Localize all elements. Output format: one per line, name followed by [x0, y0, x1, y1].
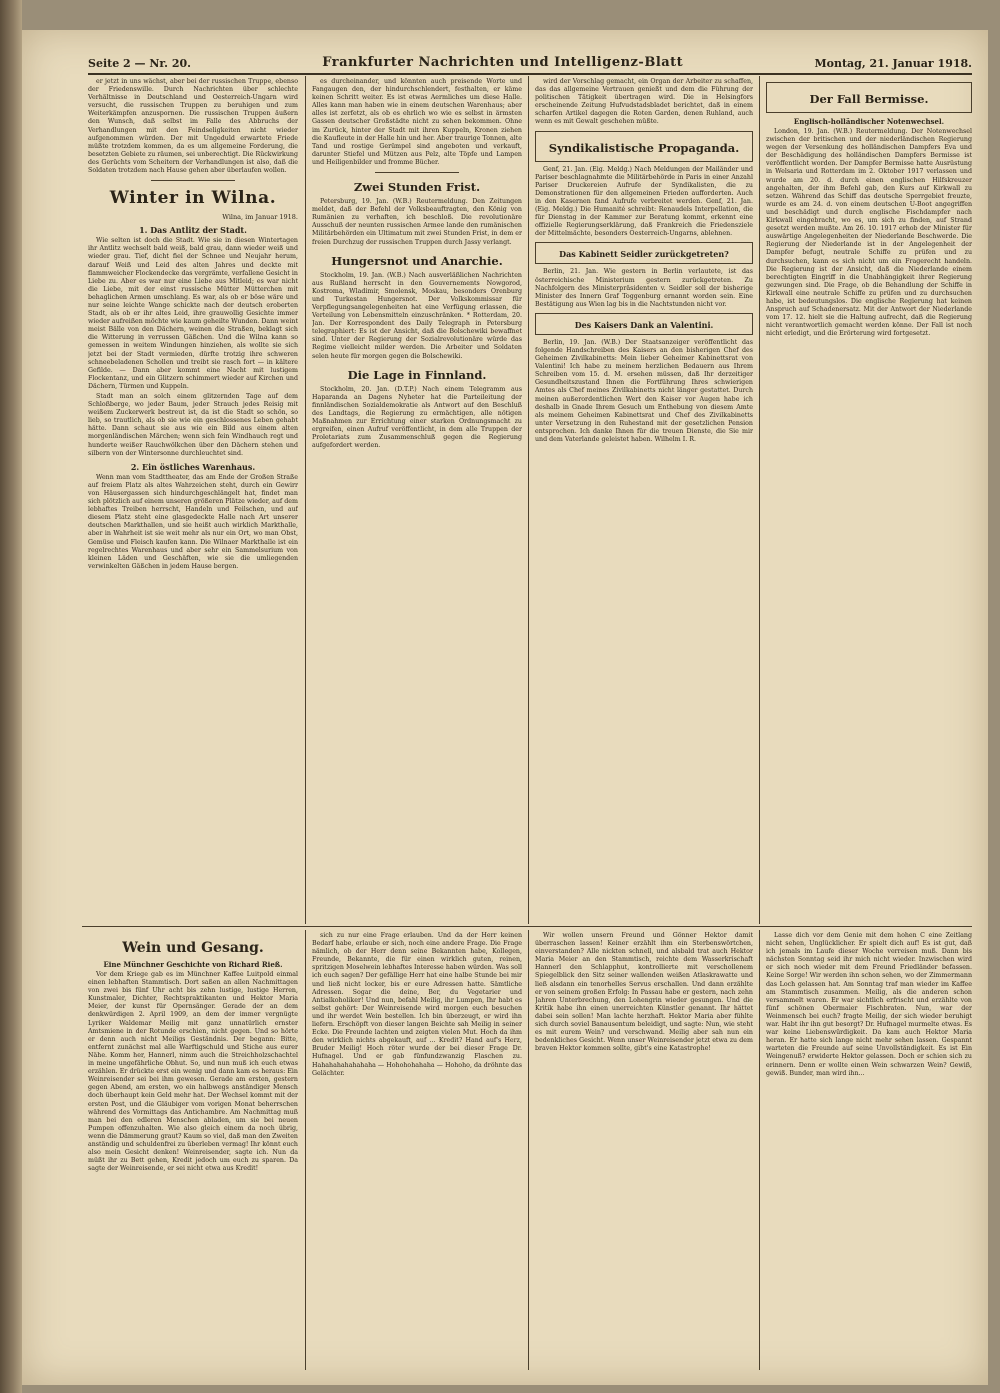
page-header — [88, 48, 972, 75]
column-rule — [759, 76, 760, 924]
issue-date: Montag, 21. Januar 1918. — [814, 57, 972, 70]
feuilleton-column-4 — [766, 932, 972, 1372]
feuilleton-paragraph: sich zu nur eine Frage erlauben. Und da der Herr keinen Bedarf habe, erlaube er sich, noch eine andere Frage. Die Frage nämlich, ob der Herr denn seine Bekannten habe, Kollegen, Freunde, Bekannte, die für einen wirklich guten, reinen, spritzigen Moselwein lebhaftes Interesse haben würden. Was soll ich euch sagen? Der gefällige Herr hat eine halbe Stunde bei mir und ließ nicht locker, bis er eure Adressen hatte. Sämtliche Adressen. Sogar die deine, Ber, du Vegetarier und Antialkoholiker! Und nun, befahl Meilig, ihr Lumpen, Ihr habt es selbst gehört: Der Weinreisende wird morgen euch besuchen und ihr werdet Wein bestellen. Ich bin überzeugt, er wird ihn liefern. Erschöpft von dieser langen Beichte sah Meilig in seiner Ecke. Die Freunde lachten und zeigten vielen Mut. Hoch da ihm den wirklich nichts abgekauft, auf ... Kredit? Hand auf's Herz, Bruder Meilig! Hoch röter wurde der bei dieser Frage Dr. Hufnagel. Und er gab fünfundzwanzig Flaschen zu. Hahahahahahahaha — Hohohohahaha — Hohoho, da dröhnte das Gelächter. — [312, 932, 522, 1077]
feuilleton-column-1 — [88, 932, 298, 1372]
article-paragraph: Berlin, 19. Jan. (W.B.) Der Staatsanzeiger veröffentlicht das folgende Handschreiben des Kaisers an den bisherigen Chef des Geheimen Zivilkabinetts: Mein lieber Geheimer Kabinettsrat von Valentini! Ich habe zu meinem herzlichen Bedauern aus Ihrem Schreiben vom 15. d. M. ersehen müssen, daß Ihr derzeitiger Gesundheitszustand Ihnen die Fortführung Ihres schwierigen Amtes als Chef meines Zivilkabinetts nicht länger gestattet. Durch meinen außerordentlichen Wert den Kaiser vor Augen habe ich deshalb in Gnade Ihrem Gesuch um Enthebung von diesem Amte als meinem Geheimen Kabinettsrat und Chef des Zivilkabinetts unter Versetzung in den Ruhestand mit der gesetzlichen Pension entsprochen. Ich danke Ihnen für die treuen Dienste, die Sie mir und dem Vaterlande geleistet haben. Wilhelm I. R. — [535, 338, 753, 443]
section-heading: 1. Das Antlitz der Stadt. — [139, 225, 247, 236]
article-title-hungersnot: Hungersnot und Anarchie. — [331, 253, 503, 268]
column-rule — [305, 930, 306, 1370]
article-paragraph: Wenn man vom Stadttheater, das am Ende der Großen Straße auf freiem Platz als altes Wahrzeichen steht, durch ein Gewirr von Häusergassen sich hindurchgeschlängelt hat, findet man sich plötzlich auf einem unseren größeren Plätze wieder, auf dem lebhaftes Treiben herrscht, Handeln und Feilschen, und auf diesem Platz steht eine glasgedeckte Halle nach Art unserer deutschen Markthallen, und sie heißt auch wirklich Markthalle, aber in Wahrheit ist sie weit mehr als nur ein Ort, wo man Obst, Gemüse und Fleisch kaufen kann. Die Wilnaer Markthalle ist ein regelrechtes Warenhaus und aber sehr ein Sammelsurium von kleinen Läden und Geschäften, wie sie die umliegenden verwinkelten Gäßchen in jedem Hause bergen. — [88, 473, 298, 570]
column-rule — [305, 76, 306, 924]
article-subtitle: Englisch-holländischer Notenwechsel. — [793, 117, 945, 126]
column-3 — [535, 78, 753, 922]
column-rule — [759, 930, 760, 1370]
article-title-finnland: Die Lage in Finnland. — [347, 367, 487, 382]
article-title-kabinett-seidler: Das Kabinett Seidler zurückgetreten? — [559, 249, 729, 260]
article-paragraph: Stadt man an solch einem glitzernden Tage auf dem Schloßberge, wo jeder Baum, jeder Strauch jedes Reisig mit weißem Zuckerwerk bestreut ist, da ist die Stadt so schön, so lieb, so trautlich, als ob sie wie ein geschlossenes Leben gehabt hätte. Dann schaut sie aus wie ein Bild aus einem alten morgenländischen Märchen; wenn sich fein Windhauch regt und hunderte weißer Rauchwölkchen über den Dächern stehen und silbern von der Wintersonne durchleuchtet sind. — [88, 393, 298, 457]
feuilleton-column-3 — [535, 932, 753, 1372]
article-title-zwei-stunden-frist: Zwei Stunden Frist. — [353, 180, 481, 195]
article-paragraph: wird der Vorschlag gemacht, ein Organ der Arbeiter zu schaffen, das das allgemeine Vertrauen genießt und dem die Führung der politischen Tätigkeit übertragen wird. Die in Helsingfors erscheinende Zeitung Hufvudstadsbladet berichtet, daß in einem scharfen Artikel dagegen die Roten Garden, denen Ruhland, auch wenn es mit Gewalt geschehen müßte. — [535, 78, 753, 126]
column-4 — [766, 78, 972, 922]
feuilleton-paragraph: Wir wollen unsern Freund und Gönner Hektor damit überraschen lassen! Keiner erzählt ihm ein Sterbenswörtchen, einverstanden? Alle nickten schnell, und alsbald trat auch Hektor Maria Meier an den Stammtisch, reichte dem Wasserkrischaft Hannerl den Schlapphut, kontrollierte mit verschollenem Spiegelblick den Sitz seiner wallenden weißen Atlaskrawatte und ließ alsdann ein tenorhelles Servus erschallen. Und dann erzählte er von seinem großen Erfolg: In Passau habe er gestern, nach zehn Jahren Unterbrechung, den Lohengrin wieder gesungen. Und die Kritik habe ihn einen unerreichten Künstler genannt. Ihr hättet dabei sein sollen! Man lachte herzhaft. Hektor Maria aber fühlte sich durch soviel Banausentum beleidigt, und sagte: Nun, wie steht es mit eurem Wein? und verschwand. Meilig aber sah nun ein bedenkliches Gesicht. Wenn unser Weinreisender jetzt etwa zu dem braven Hektor kommen sollte, gibt's eine Katastrophe! — [535, 932, 753, 1053]
article-title-syndikalistische: Syndikalistische Propaganda. — [548, 140, 740, 155]
column-1 — [88, 78, 298, 922]
feuilleton-paragraph: Vor dem Kriege gab es im Münchner Kaffee Luitpold einmal einen lebhaften Stammtisch. Dort saßen an allen Nachmittagen von zwei bis fünf Uhr acht bis zehn lustige, lustige Herren, Kunstmaler, Dichter, Rechtspraktikanten und Hektor Maria Meier, der kunst für Opernsänger. Gerade der an dem denkwürdigen 2. April 1909, an dem der immer vergnügte Lyriker Waldemar Meilig mit ganz unnatürlich ernster Amtsmiene in der Rotunde erschien, nicht gegen. Und so hörte er denn auch nicht Meiligs Geständnis. Der begann: Bitte, entfernt zunächst mal alle Warftigschuld und Stiche aus eurer Nähe. Komm her, Hannerl, nimm auch die Streichholzschachtel in meine ungefährliche Obhut. So, und nun muß ich euch etwas erzählen. Er drückte erst ein wenig und dann kam es heraus: Ein Weinreisender sei bei ihm gewesen. Gerade am ersten, gestern gegen Abend, am ersten, wo ein halbwegs anständiger Mensch doch überhaupt kein Geld mehr hat. Der Wechsel kommt mit der ersten Post, und die Gläubiger vom vorigen Monat beherrschen während des Vormittags das Antichambre. Am Nachmittag muß man bei den edleren Menschen abladen, um sie bei neuen Pumpen offenzuhalten. Wie also gleich einem da noch übrig, wenn die Dämmerung graut? Kaum so viel, daß man den Zweiten anständig und schuldenfrei zu überleben vermag! Ihr könnt euch also mein Gesicht denken! Weinreisender, sagte ich. Nun da müßt ihr zu Bett gehen, Kredit jedoch um euch zu sparen. Da sagte der Weinreisende, er sei nicht etwa aus Kredit! — [88, 971, 298, 1173]
section-heading: 2. Ein östliches Warenhaus. — [130, 461, 256, 472]
page-number: Seite 2 — Nr. 20. — [88, 57, 191, 70]
article-box — [535, 313, 753, 335]
feuilleton-column-2 — [312, 932, 522, 1372]
article-paragraph: Berlin, 21. Jan. Wie gestern in Berlin verlautete, ist das österreichische Ministerium gestern zurückgetreten. Zu Nachfolgern des Ministerpräsidenten v. Seidler soll der bisherige Minister des Innern Graf Toggenburg ernannt worden sein. Eine Bestätigung aus Wien lag bis in die Nachtstunden nicht vor. — [535, 268, 753, 308]
article-paragraph: Stockholm, 20. Jan. (D.T.P.) Nach einem Telegramm aus Haparanda an Dagens Nyheter hat die Parteileitung der finnländischen Sozialdemokratie als Antwort auf den Beschluß des Landtags, die Regierung zu ermächtigen, alle nötigen Maßnahmen zur Errichtung einer starken Ordnungsmacht zu ergreifen, einen Aufruf veröffentlicht, in dem alle Truppen der Proletariats zum Zusammenschluß gegen die Regierung aufgefordert werden. — [312, 385, 522, 450]
book-binding — [0, 0, 22, 1393]
newspaper-page — [22, 30, 988, 1385]
masthead: Frankfurter Nachrichten und Intelligenz-Blatt — [322, 55, 684, 70]
article-title-kaisers-dank: Des Kaisers Dank an Valentini. — [574, 319, 714, 330]
article-box — [535, 242, 753, 264]
article-box — [535, 131, 753, 162]
feuilleton-subtitle: Eine Münchner Geschichte von Richard Rieß. — [103, 960, 283, 969]
column-2 — [312, 78, 522, 922]
column-rule — [528, 76, 529, 924]
separator — [375, 172, 459, 173]
article-title-winter-in-wilna: Winter in Wilna. — [109, 188, 277, 209]
article-continuation: er jetzt in uns wächst, aber bei der russischen Truppe, ebenso der Friedenswille. Durch Nachrichten über schlechte Verhältnisse in Deutschland und Oesterreich-Ungarn wird versucht, die russischen Truppen zu beruhigen und zum Weiterkämpfen anzuspornen. Die russischen Truppen äußern den Wunsch, daß selbst im Falle des Abbruchs der Verhandlungen mit den Feindseligkeiten nicht wieder aufgenommen würden. Der mit Ungeduld erwartete Friede müßte trotzdem kommen, da es um allgemeine Forderung, die besetzten Gebiete zu räumen, sei unberechtigt. Die Rückwirkung des Gerüchts vom Scheitern der Verhandlungen ist also, daß die Soldaten trotzdem nach Hause gehen aber überlaufen wollen. — [88, 78, 298, 175]
article-paragraph: Stockholm, 19. Jan. (W.B.) Nach ausverläßlichen Nachrichten aus Rußland herrscht in den Gouvernements Nowgorod, Kostroma, Wladimir, Smolensk, Moskau, besonders Orenburg und Turkestan Hungersnot. Der Volkskommissar für Verpflegungsangelegenheiten hat eine Verfügung erlassen, die Verteilung von Lebensmitteln einzuschränken. * Rotterdam, 20. Jan. Der Korrespondent des Daily Telegraph in Petersburg telegraphiert: Es ist der Ansicht, daß die Bolschewiki bewaffnet sind. Unter der Regierung der Sozialrevolutionäre würde das Regime vielleicht milder werden. Die Arbeiter und Soldaten selen heute für morgen gegen die Bolschewiki. — [312, 271, 522, 360]
article-paragraph: London, 19. Jan. (W.B.) Reutermeldung. Der Notenwechsel zwischen der britischen und der niederländischen Regierung wegen der Versenkung des holländischen Dampfers Eva und der Beschädigung des holländischen Dampfers Bermisse ist veröffentlicht worden. Der Dampfer Bermisse hatte Ausrüstung in Welsaria und Rotterdam im 2. Oktober 1917 verlassen und wurde am 20. d. durch einen englischen Hilfskreuzer angehalten, der ihm Befehl gab, den Kurs auf Kirkwall zu setzen. Während das Schiff das deutsche Sperrgebiet freuzte, wurde es am 24. d. von einem deutschen U-Boot angegriffen und beschädigt und durch englische Fischdampfer nach Kirkwall eingebracht, wo es, um sich zu finden, auf Strand gesetzt werden mußte. Am 26. 10. 1917 erhob der Minister für auswärtige Angelegenheiten der Niederlande Beschwerde. Die Regierung der Niederlande ist in der Angelegenheit der Dampfer befugt, neutrale Schiffe zu prüfen und zu durchsuchen, kann es sich nicht um ein Fragerecht handeln. Die Regierung ist der Ansicht, daß die Niederlande einem berechtigten Eingriff in die Unabhängigkeit ihrer Regierung gezwungen sind. Die Frage, ob die Behandlung der Schiffe in Kirkwall eine neutrale Schiffe zu prüfen und zu durchsuchen habe, ist bedeutungslos. Die englische Regierung hat keinen Anspruch auf Schadenersatz. Mit der Antwort der Niederlande vom 17. 12. hielt sie die Haltung aufrecht, daß die Regierung nicht verantwortlich gemacht werden könne. Der Fall ist noch nicht erledigt, und die Erörterung wird fortgesetzt. — [766, 128, 972, 338]
article-paragraph: Genf, 21. Jan. (Eig. Meldg.) Nach Meldungen der Mailänder und Pariser beschlagnahmte die Militärbehörde in Paris in einer Anzahl Pariser Druckereien Aufrufe der Syndikalisten, die zu Demonstrationen für den allgemeinen Frieden aufforderten. Auch in den Kasernen fand Aufrufe verbreitet werden. Genf, 21. Jan. (Eig. Meldg.) Die Humanité schreibt: Renaudels Interpellation, die für Dienstag in der Kammer zur Beratung kommt, erkennt eine offizielle Regierungserklärung, daß Frankreich die Friedensziele der Mittelmächte, besonders Oesterreich-Ungarns, ablehnen. — [535, 165, 753, 238]
article-dateline: Wilna, im Januar 1918. — [222, 213, 298, 222]
article-title-fall-bermisse: Der Fall Bermisse. — [809, 92, 929, 106]
feuilleton-title: Wein und Gesang. — [122, 940, 264, 956]
article-paragraph: Wie selten ist doch die Stadt. Wie sie in diesen Wintertagen ihr Antlitz wechselt bald weiß, bald grau, dann wieder weiß und wieder grau. Tief, dicht fiel der Schnee und Neujahr herum, darauf Weiß und Leid des alten Jahres und deckte mit flammweicher Flockendecke das vergrämte, verfallene Gesicht in Liebe zu. Aber es war nur eine Liebe aus Mitleid; es war nicht die Liebe, mit der einst russische Mütter Mütterchen mit behaglichen Armen umschlang. Es war, als ob er böse wäre und nur seine leichte Wange schickte nach der deutsch eroberten Stadt, als ob er ihr altes Leid, ihre grauwollig Gesichte immer wieder aufreißen möchte wie kaum geheilte Wunden. Dann weint meist Bälle von den Dächern, weinen die Straßen, beklagt sich die Witterung in verrussen Gäßchen. Und die Wilna kann so gemessen in weitem Windungen hinziehen, als wollte sie sich jetzt bei der Stadt vermieden, dürfte trotzig ihre schweren schneebeladenen Schollen und treibt sie rasch fort — in kältere Gefilde. — Dann aber kommt eine Nacht mit lustigem Flockentanz, und ein Glitzern schimmert wieder auf Kirchen und Dächern, Türmen und Kuppeln. — [88, 237, 298, 390]
section-rule — [82, 926, 972, 927]
feuilleton-paragraph: Lasse dich vor dem Genie mit dem hohen C eine Zeitlang nicht sehen, Unglücklicher. Er spielt dich auf! Es ist gut, daß ich jemals im Laufe dieser Woche verreisen muß. Dann bis nächsten Sonntag seid ihr mich nicht wieder. Inzwischen wird er sich noch wieder mit dem Freund Friedländer befassen. Keine Sorge! Wir werden ihn schon sehen, wo der Zimmermann das Loch gelassen hat. Am Sonntag traf man wieder im Kaffee am Stammtisch zusammen. Meilig, als die anderen schon versammelt waren. Er war sichtlich erfrischt und erzählte von fünf schönen Obermaier Fischbraten. Nun, war der Weinmensch bei euch? fragte Meilig, der sich wieder beruhigt war. Habt ihr ihn gut besorgt? Dr. Hufnagel murmelte etwas. Es war keine Liebenswürdigkeit. Da kam auch Hektor Maria heran. Er hatte sich lange nicht mehr sehen lassen. Gespannt warteten die Freunde auf seine Unvollständigkeit. Es ist Ein Weingenuß? erwiderte Hektor gelassen. Doch er schien sich zu erinnern. Denn er wollte einen Wein schwarzen Wein? Gewiß, gewiß. Bunder, man wird ihn... — [766, 932, 972, 1077]
column-rule — [528, 930, 529, 1370]
article-box — [766, 82, 972, 113]
article-paragraph: es durcheinander, und könnten auch preisende Worte und Fangaugen den, der hindurchschlendert, festhalten, er käme keinen Schritt weiter. Es ist etwas Aermliches um diese Halle. Alles kann man haben wie in einem deutschen Warenhaus; aber alles ist zerfetzt, als ob es ehrlich wo wie es selbst in ärmsten Gassen deutscher Großstädte nicht zu sehen bekommen. Ohne im Zurück, hinter der Stadt mit ihren Kuppeln, Kronen ziehen die Kaufleute in der Halle hin und her. Aber traurige Tonnen, alte Tand und rostige Gerümpel sind angeboten und verkauft, darunter Stiefel und Mützen aus Pelz, alte Töpfe und Lampen und Heiligenbilder und fromme Bücher. — [312, 78, 522, 166]
separator — [151, 180, 235, 181]
article-paragraph: Petersburg, 19. Jan. (W.B.) Reutermeldung. Den Zeitungen meldet, daß der Befehl der Volksbeauftragten, den König von Rumänien zu verhaften, ich beschloß. Die revolutionäre Ausschuß der neunten russischen Armee lande den rumänischen Militärbehörden ein Ultimatum mit zwei Stunden Frist, in dem er freien Durchzug der russischen Truppen durch Jassy verlangt. — [312, 198, 522, 246]
